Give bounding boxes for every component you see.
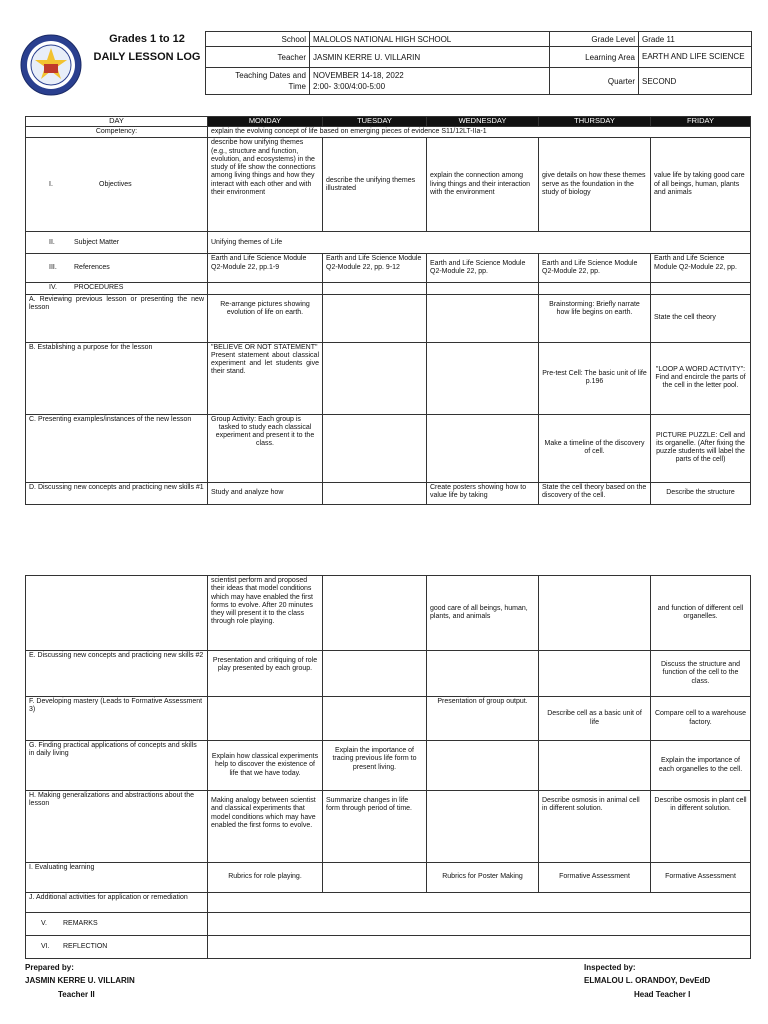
row-c-fri: PICTURE PUZZLE: Cell and its organelle. (After fixing the puzzle students will label the parts of the cell) xyxy=(651,414,751,482)
procedures-label: IV. PROCEDURES xyxy=(26,283,208,294)
school-value: MALOLOS NATIONAL HIGH SCHOOL xyxy=(310,32,550,47)
objectives-label: I. Objectives xyxy=(26,138,208,232)
row-i-thu: Formative Assessment xyxy=(539,863,651,893)
row-h-fri: Describe osmosis in plant cell in different solution. xyxy=(651,791,751,863)
log-title: DAILY LESSON LOG xyxy=(93,51,201,63)
row-h-label: H. Making generalizations and abstractions about the lesson xyxy=(26,791,208,863)
row-a-mon: Re-arrange pictures showing evolution of life on earth. xyxy=(208,294,323,342)
row-e-fri: Discuss the structure and function of the cell to the class. xyxy=(651,651,751,697)
quarter-value: SECOND xyxy=(639,68,752,95)
row-f-label: F. Developing mastery (Leads to Formative Assessment 3) xyxy=(26,697,208,741)
prepared-by-position: Teacher II xyxy=(58,990,95,999)
row-h-tue: Summarize changes in life form through period of time. xyxy=(323,791,427,863)
row-g-mon: Explain how classical experiments help to discover the existence of life that we have today. xyxy=(208,741,323,791)
prepared-by-label: Prepared by: xyxy=(25,963,74,972)
row-j-label: J. Additional activities for application or remediation xyxy=(26,893,208,913)
quarter-label: Quarter xyxy=(550,68,639,95)
objectives-thu: give details on how these themes serve as the foundation in the study of biology xyxy=(539,138,651,232)
row-h-thu: Describe osmosis in animal cell in different solution. xyxy=(539,791,651,863)
row-a-thu: Brainstorming: Briefly narrate how life begins on earth. xyxy=(539,294,651,342)
row-h-mon: Making analogy between scientist and classical experiments that model conditions which may have enabled the first forms to evolve. xyxy=(208,791,323,863)
row-c-label: C. Presenting examples/instances of the new lesson xyxy=(26,414,208,482)
row-a-label: A. Reviewing previous lesson or presenting the new lesson xyxy=(26,294,208,342)
thursday-header: THURSDAY xyxy=(539,117,651,127)
teacher-value: JASMIN KERRE U. VILLARIN xyxy=(310,47,550,68)
deped-seal-logo xyxy=(20,34,82,96)
friday-header: FRIDAY xyxy=(651,117,751,127)
header-info-table xyxy=(205,31,752,95)
references-fri: Earth and Life Science Module Q2-Module 22, pp. xyxy=(651,254,751,283)
row-b-label: B. Establishing a purpose for the lesson xyxy=(26,342,208,414)
inspected-by-label: Inspected by: xyxy=(584,963,636,972)
references-label: III. References xyxy=(26,254,208,283)
inspected-by-position: Head Teacher I xyxy=(634,990,691,999)
row-f-wed: Presentation of group output. xyxy=(427,697,539,741)
lesson-table-part-2 xyxy=(25,575,751,959)
objectives-fri: value life by taking good care of all beings, human, plants and animals xyxy=(651,138,751,232)
row-b-fri: "LOOP A WORD ACTIVITY": Find and encircle the parts of the cell in the letter pool. xyxy=(651,342,751,414)
prepared-by-name: JASMIN KERRE U. VILLARIN xyxy=(25,976,135,985)
subject-matter-text: Unifying themes of Life xyxy=(208,232,751,254)
row-d-wed-continued: good care of all beings, human, plants, and animals xyxy=(427,576,539,651)
row-g-label: G. Finding practical applications of concepts and skills in daily living xyxy=(26,741,208,791)
grades-title: Grades 1 to 12 xyxy=(109,33,185,45)
inspected-by-name: ELMALOU L. ORANDOY, DevEdD xyxy=(584,976,711,985)
dates-label: Teaching Dates and Time xyxy=(206,68,310,95)
monday-header: MONDAY xyxy=(208,117,323,127)
row-i-label: I. Evaluating learning xyxy=(26,863,208,893)
reflection-label: VI. REFLECTION xyxy=(26,936,208,959)
row-d-mon-continued: scientist perform and proposed their ideas that model conditions which may have enabled the first forms to evolve. After 20 minutes they will present it to the class through role playing. xyxy=(208,576,323,651)
objectives-tue: describe the unifying themes illustrated xyxy=(323,138,427,232)
references-wed: Earth and Life Science Module Q2-Module 22, pp. xyxy=(427,254,539,283)
row-b-thu: Pre-test Cell: The basic unit of life p.196 xyxy=(539,342,651,414)
row-f-fri: Compare cell to a warehouse factory. xyxy=(651,697,751,741)
remarks-label: V. REMARKS xyxy=(26,913,208,936)
references-mon: Earth and Life Science Module Q2-Module 22, pp.1-9 xyxy=(208,254,323,283)
grade-level-label: Grade Level xyxy=(550,32,639,47)
row-d-fri: Describe the structure xyxy=(651,482,751,504)
day-header: DAY xyxy=(26,117,208,127)
row-b-mon: "BELIEVE OR NOT STATEMENT" Present statement about classical experiment and let students give their stand. xyxy=(208,342,323,414)
objectives-wed: explain the connection among living things and their interaction with the environment xyxy=(427,138,539,232)
grade-level-value: Grade 11 xyxy=(639,32,752,47)
learning-area-label: Learning Area xyxy=(550,47,639,68)
row-d-thu: State the cell theory based on the discovery of the cell. xyxy=(539,482,651,504)
row-g-tue: Explain the importance of tracing previous life form to present living. xyxy=(323,741,427,791)
row-e-label: E. Discussing new concepts and practicing new skills #2 xyxy=(26,651,208,697)
row-c-thu: Make a timeline of the discovery of cell. xyxy=(539,414,651,482)
subject-matter-label: II. Subject Matter xyxy=(26,232,208,254)
competency-label: Competency: xyxy=(26,127,208,138)
references-thu: Earth and Life Science Module Q2-Module 22, pp. xyxy=(539,254,651,283)
lesson-table-part-1 xyxy=(25,116,751,505)
references-tue: Earth and Life Science Module Q2-Module 22, pp. 9-12 xyxy=(323,254,427,283)
wednesday-header: WEDNESDAY xyxy=(427,117,539,127)
row-f-thu: Describe cell as a basic unit of life xyxy=(539,697,651,741)
learning-area-value: EARTH AND LIFE SCIENCE xyxy=(639,47,752,68)
row-e-mon: Presentation and critiquing of role play presented by each group. xyxy=(208,651,323,697)
tuesday-header: TUESDAY xyxy=(323,117,427,127)
row-d-mon: Study and analyze how xyxy=(208,482,323,504)
row-i-fri: Formative Assessment xyxy=(651,863,751,893)
competency-text: explain the evolving concept of life based on emerging pieces of evidence S11/12LT-IIa-1 xyxy=(208,127,751,138)
row-d-label: D. Discussing new concepts and practicing new skills #1 xyxy=(26,482,208,504)
row-g-fri: Explain the importance of each organelles to the cell. xyxy=(651,741,751,791)
objectives-mon: describe how unifying themes (e.g., structure and function, evolution, and ecosystems) in the study of life show the connections among living things and how they interact with each other and with their environment xyxy=(208,138,323,232)
row-c-mon: Group Activity: Each group is tasked to study each classical experiment and present it to the class. xyxy=(208,414,323,482)
teacher-label: Teacher xyxy=(206,47,310,68)
row-i-wed: Rubrics for Poster Making xyxy=(427,863,539,893)
school-label: School xyxy=(206,32,310,47)
row-a-fri: State the cell theory xyxy=(651,294,751,342)
row-d-wed: Create posters showing how to value life by taking xyxy=(427,482,539,504)
row-i-mon: Rubrics for role playing. xyxy=(208,863,323,893)
row-d-fri-continued: and function of different cell organelles. xyxy=(651,576,751,651)
dates-value: NOVEMBER 14-18, 2022 2:00- 3:00/4:00-5:00 xyxy=(310,68,550,95)
